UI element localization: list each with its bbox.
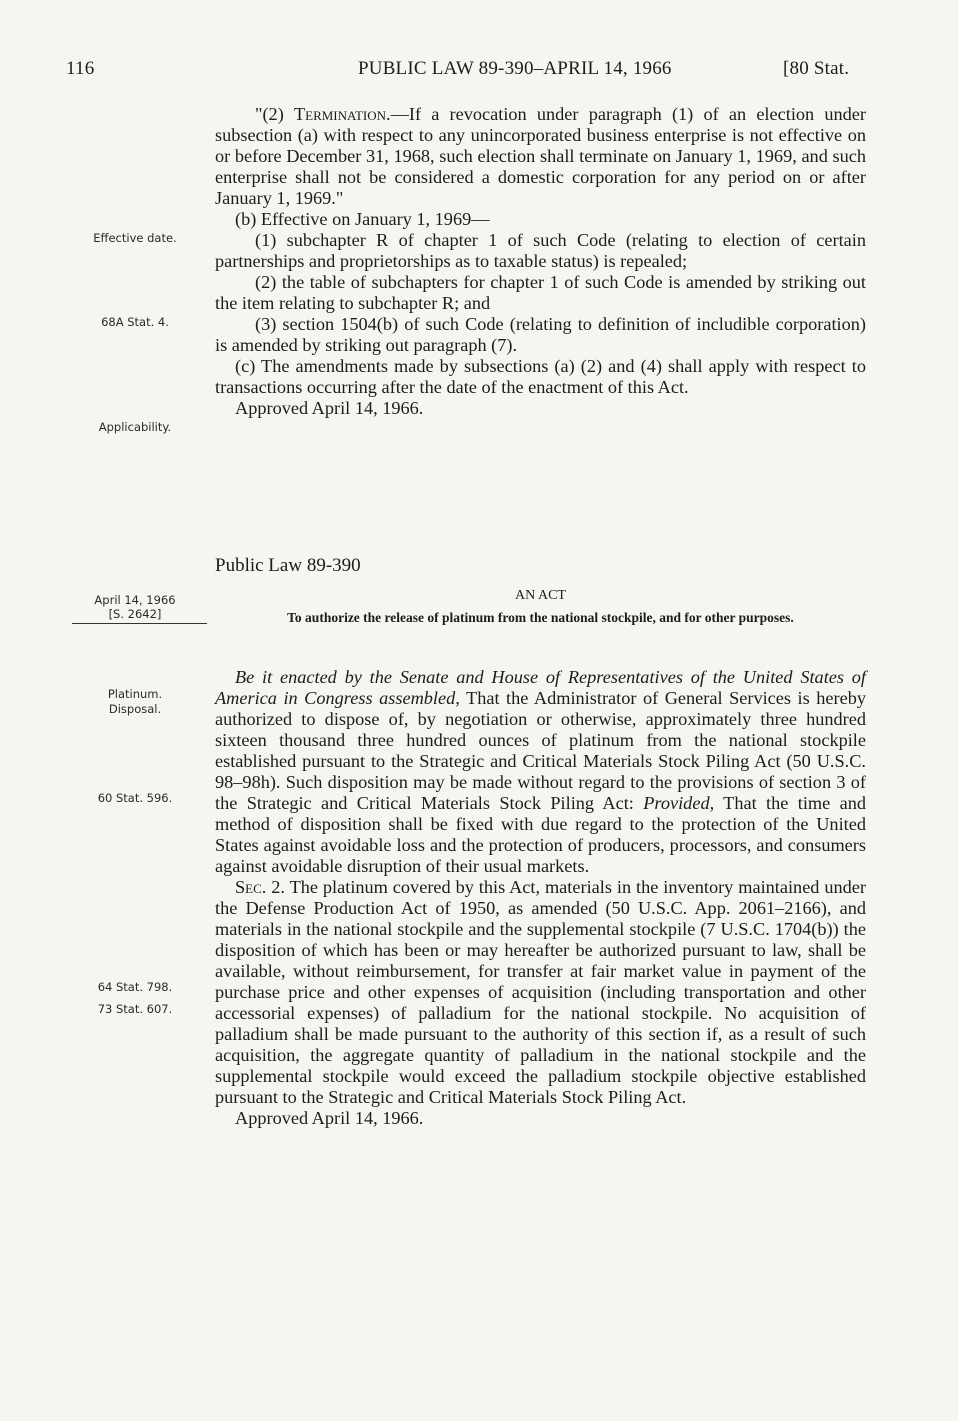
margin-note-applicability: Applicability. — [98, 420, 172, 434]
margin-note-date: April 14, 1966 — [94, 593, 176, 607]
running-header-title: PUBLIC LAW 89-390–APRIL 14, 1966 — [358, 58, 672, 79]
margin-note-disposal: Disposal. — [108, 702, 162, 716]
stat-reference: [80 Stat. — [783, 58, 850, 79]
paragraph-termination: "(2) Termination.—If a revocation under paragraph (1) of an election under subsection (a) with respect to any unincorporated business enterprise is not effective on or before December 31, 1968, such election shall terminate on January 1, 1969, and such enterprise shall not be considered a domestic corporation for any period on or after January 1, 1969." — [215, 104, 866, 208]
subsection-b1: (1) subchapter R of chapter 1 of such Code (relating to election of certain partnerships and proprietorships as to taxable status) is repealed; — [215, 230, 866, 271]
margin-note-64-stat: 64 Stat. 798. — [97, 980, 173, 994]
margin-note-bill: [S. 2642] — [108, 607, 162, 621]
approval-line-2: Approved April 14, 1966. — [235, 1108, 424, 1128]
new-law-body — [215, 667, 866, 1129]
approval-line-1: Approved April 14, 1966. — [235, 398, 424, 418]
section-1: Be it enacted by the Senate and House of Representatives of the United States of America in Congress assembled, That the Administrator of General Services is hereby authorized to dispose of, by negotiation or otherwise, approximately three hundred sixteen thousand three hundred ounces of platinum from the national stockpile established pursuant to the Strategic and Critical Materials Stock Piling Act (50 U.S.C. 98–98h). Such disposition may be made without regard to the provisions of section 3 of the Strategic and Critical Materials Stock Piling Act: Provided, That the time and method of disposition shall be fixed with due regard to the protection of the United States against avoidable loss and the protection of producers, processors, and consumers against avoidable disruption of their usual markets. — [215, 667, 866, 876]
margin-note-60-stat: 60 Stat. 596. — [97, 791, 173, 805]
subsection-b-intro: (b) Effective on January 1, 1969— — [235, 209, 490, 229]
margin-divider — [72, 623, 207, 624]
margin-note-effective-date: Effective date. — [93, 231, 177, 245]
subsection-b2: (2) the table of subchapters for chapter 1 of such Code is amended by striking out the item relating to subchapter R; and — [215, 272, 866, 313]
prior-law-section — [215, 104, 866, 419]
page-number: 116 — [66, 58, 95, 79]
public-law-number: Public Law 89-390 — [215, 555, 361, 576]
provided-term: Provided, — [643, 793, 715, 813]
act-purpose: To authorize the release of platinum from the national stockpile, and for other purposes. — [287, 610, 794, 625]
termination-heading: Termination. — [293, 104, 391, 124]
subsection-b3: (3) section 1504(b) of such Code (relating to definition of includible corporation) is amended by striking out paragraph (7). — [215, 314, 866, 355]
margin-note-73-stat: 73 Stat. 607. — [97, 1002, 173, 1016]
subsection-c: (c) The amendments made by subsections (a) (2) and (4) shall apply with respect to transactions occurring after the date of the enactment of this Act. — [215, 356, 866, 397]
section-2-label: Sec. 2. — [235, 877, 285, 897]
section-2: Sec. 2. The platinum covered by this Act, materials in the inventory maintained under the Defense Production Act of 1950, as amended (50 U.S.C. App. 2061–2166), and materials in the national stockpile and the supplemental stockpile (7 U.S.C. 1704(b)) the disposition of which has been or may hereafter be authorized pursuant to law, shall be available, without reimbursement, for transfer at fair market value in payment of the purchase price and other expenses of acquisition (including transportation and other accessorial expenses) of palladium for the national stockpile. No acquisition of palladium shall be made pursuant to the authority of this section if, as a result of such acquisition, the aggregate quantity of palladium in the national stockpile and the supplemental stockpile would exceed the palladium stockpile objective established pursuant to the Strategic and Critical Materials Stock Piling Act. — [215, 877, 866, 1107]
act-label: AN ACT — [515, 588, 566, 603]
enacting-clause: Be it enacted by the Senate and House of Representatives of the United States of America in Congress assembled, — [215, 667, 866, 708]
margin-note-platinum: Platinum. — [107, 687, 163, 701]
margin-note-68a-stat: 68A Stat. 4. — [101, 315, 169, 329]
